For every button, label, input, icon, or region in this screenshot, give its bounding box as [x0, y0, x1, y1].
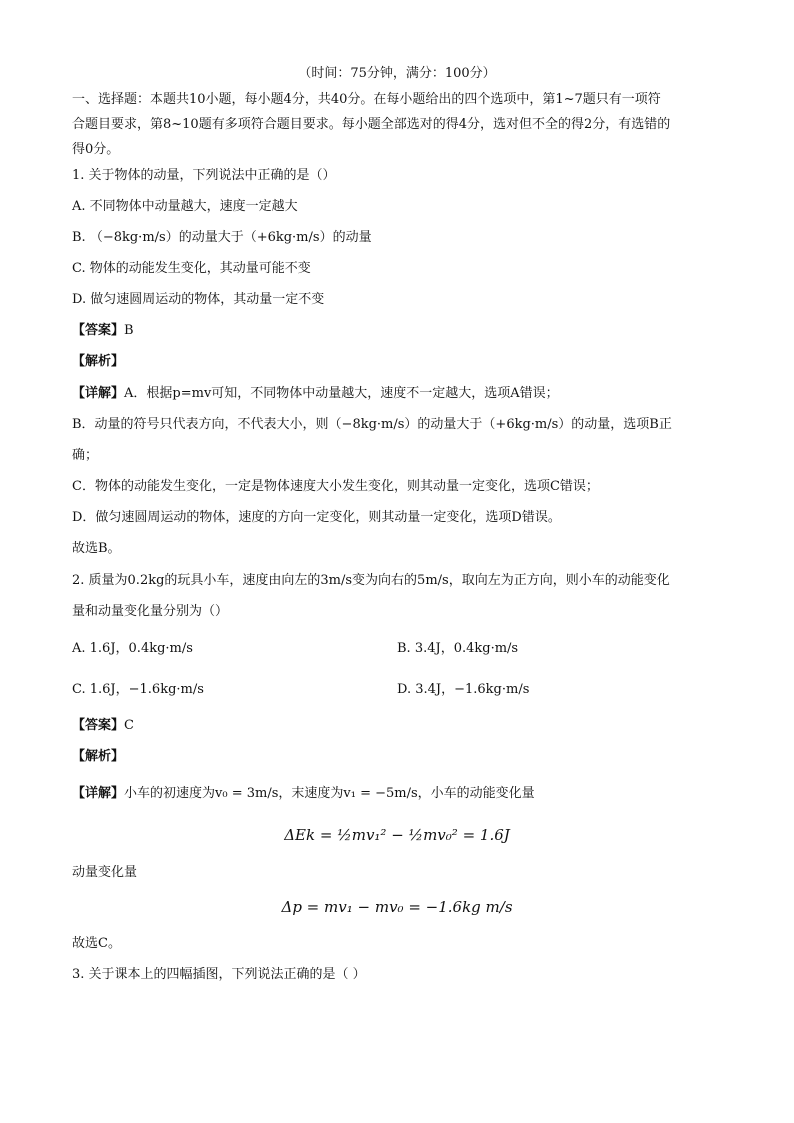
q2-option-d: D. 3.4J，−1.6kg·m/s [397, 682, 530, 697]
q1-detail-a [72, 384, 559, 404]
q1-analysis-label: 【解析】 [72, 354, 125, 369]
q2-conclusion: 故选C。 [72, 936, 121, 951]
q1-detail-label: 【详解】 [72, 386, 125, 401]
q2-stem-line-1: 2. 质量为0.2kg的玩具小车，速度由向左的3m/s变为向右的5m/s，取向左为正方向，则小车的动能变化 [72, 573, 670, 588]
q2-answer-label: 【答案】 [72, 718, 125, 733]
q1-option-a: A. 不同物体中动量越大，速度一定越大 [72, 199, 298, 214]
q1-stem: 1. 关于物体的动量，下列说法中正确的是（） [72, 168, 336, 183]
q1-option-d: D. 做匀速圆周运动的物体，其动量一定不变 [72, 292, 325, 307]
q3-stem: 3. 关于课本上的四幅插图，下列说法正确的是（ ） [72, 967, 366, 982]
section-instructions-line-2: 合题目要求，第8~10题有多项符合题目要求。每小题全部选对的得4分，选对但不全的得2分，有选错的 [72, 117, 671, 132]
q1-answer-value: B [124, 323, 134, 338]
q1-conclusion: 故选B。 [72, 541, 121, 556]
q1-option-b: B. （−8kg·m/s）的动量大于（+6kg·m/s）的动量 [72, 230, 372, 245]
section-instructions-line-1: 一、选择题：本题共10小题，每小题4分，共40分。在每小题给出的四个选项中，第1~7题只有一项符 [72, 92, 661, 107]
q1-answer-label: 【答案】 [72, 323, 125, 338]
q2-answer [72, 716, 134, 736]
q2-analysis-label: 【解析】 [72, 749, 125, 764]
section-instructions-line-3: 得0分。 [72, 142, 120, 157]
q2-kinetic-energy-equation: ΔEk = ½mv₁² − ½mv₀² = 1.6J [284, 826, 510, 844]
exam-time-info: （时间：75分钟，满分：100分） [298, 66, 496, 81]
q1-answer [72, 321, 134, 341]
q2-option-a: A. 1.6J，0.4kg·m/s [72, 641, 193, 656]
q2-detail-text: 小车的初速度为v₀ = 3m/s，末速度为v₁ = −5m/s，小车的动能变化量 [124, 786, 535, 801]
q2-momentum-label: 动量变化量 [72, 865, 138, 880]
q1-detail-a-text: A．根据p=mv可知，不同物体中动量越大，速度不一定越大，选项A错误； [124, 386, 559, 401]
q2-detail-label: 【详解】 [72, 786, 125, 801]
q2-stem-line-2: 量和动量变化量分别为（） [72, 604, 229, 619]
q2-momentum-equation: Δp = mv₁ − mv₀ = −1.6kg m/s [281, 898, 513, 916]
q2-option-c: C. 1.6J，−1.6kg·m/s [72, 682, 204, 697]
q1-detail-b-line-2: 确； [72, 448, 99, 463]
q1-detail-c: C．物体的动能发生变化，一定是物体速度大小发生变化，则其动量一定变化，选项C错误； [72, 479, 599, 494]
q2-answer-value: C [124, 718, 134, 733]
q2-option-b: B. 3.4J，0.4kg·m/s [397, 641, 519, 656]
q2-detail [72, 784, 535, 804]
q2-options-row-2 [72, 680, 722, 700]
q1-option-c: C. 物体的动能发生变化，其动量可能不变 [72, 261, 311, 276]
q1-detail-b-line-1: B．动量的符号只代表方向，不代表大小，则（−8kg·m/s）的动量大于（+6kg·m/s）的动量，选项B正 [72, 417, 672, 432]
q2-options-row-1 [72, 639, 722, 659]
q1-detail-d: D．做匀速圆周运动的物体，速度的方向一定变化，则其动量一定变化，选项D错误。 [72, 510, 561, 525]
